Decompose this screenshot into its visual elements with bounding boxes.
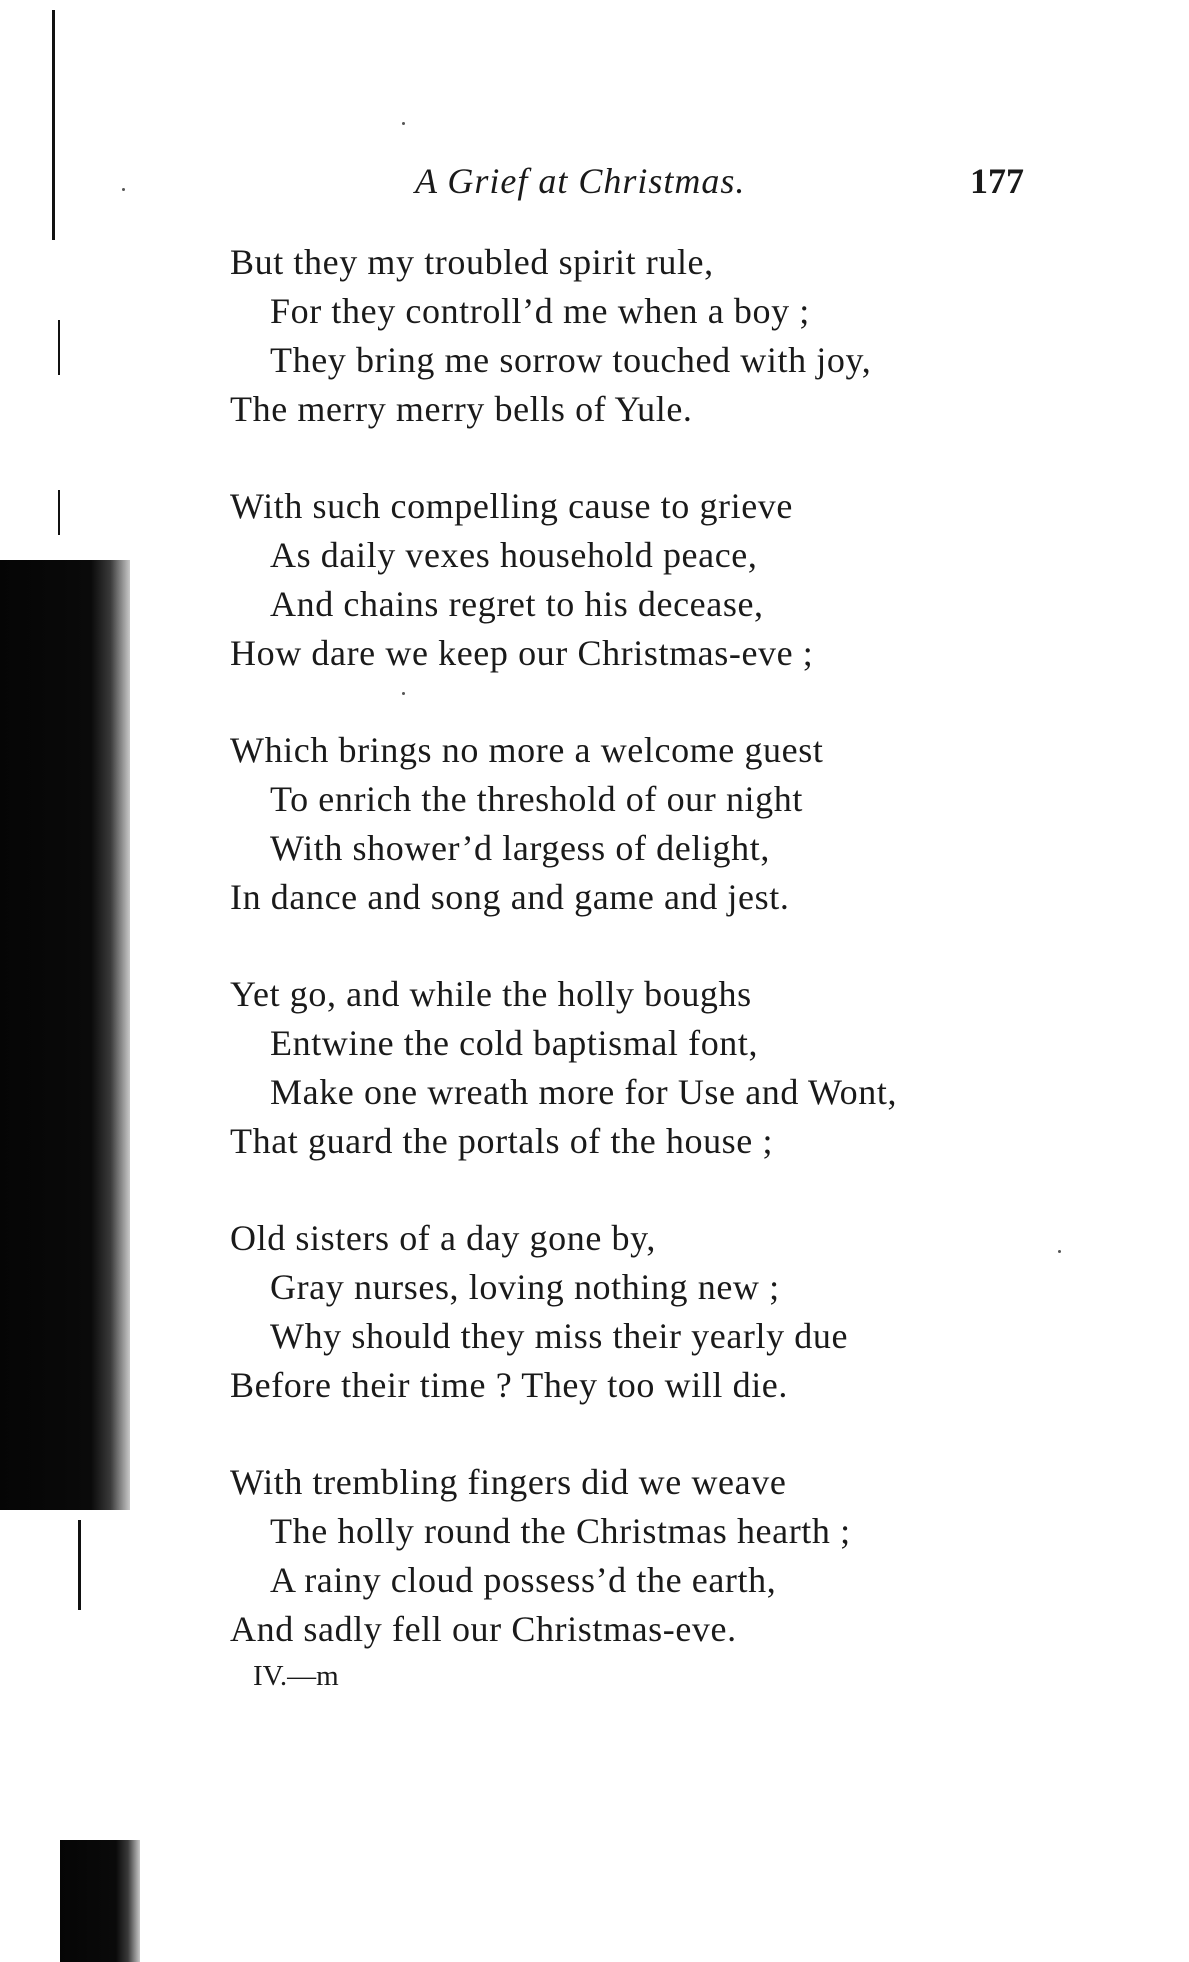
stanza-5 [230,1214,1110,1410]
running-head-title: A Grief at Christmas. [415,161,746,201]
poem-line: Why should they miss their yearly due [270,1316,849,1356]
poem-line: Which brings no more a welcome guest [230,730,824,770]
poem-line: Yet go, and while the holly boughs [230,974,752,1014]
running-head [0,160,1189,210]
scan-edge-line-mid2 [58,490,60,535]
stanza-1 [230,238,1110,434]
poem-line: To enrich the threshold of our night [270,779,803,819]
poem-line: They bring me sorrow touched with joy, [270,340,872,380]
poem-line: For they controll’d me when a boy ; [270,291,810,331]
poem-line: Entwine the cold baptismal font, [270,1023,759,1063]
scan-speck [402,122,405,125]
poem-line: Gray nurses, loving nothing new ; [270,1267,780,1307]
poem-line: How dare we keep our Christmas-eve ; [230,633,814,673]
poem-line: With such compelling cause to grieve [230,486,793,526]
poem-line: In dance and song and game and jest. [230,877,790,917]
scan-edge-line-mid [58,320,60,375]
page-number: 177 [970,161,1024,201]
poem-line: Make one wreath more for Use and Wont, [270,1072,898,1112]
poem-line: The holly round the Christmas hearth ; [270,1511,851,1551]
poem-line: A rainy cloud possess’d the earth, [270,1560,777,1600]
poem-line: As daily vexes household peace, [270,535,758,575]
scan-gutter-shadow-bottom [60,1840,140,1962]
scan-edge-line-low [78,1520,81,1610]
stanza-3 [230,726,1110,922]
poem-line: But they my troubled spirit rule, [230,242,714,282]
poem-line: That guard the portals of the house ; [230,1121,774,1161]
poem-line: Old sisters of a day gone by, [230,1218,656,1258]
poem-line: Before their time ? They too will die. [230,1365,788,1405]
poem-line: With shower’d largess of delight, [270,828,770,868]
poem [230,238,1110,1702]
signature-mark: IV.—m [253,1660,339,1692]
stanza-2 [230,482,1110,678]
poem-line: And sadly fell our Christmas-eve. [230,1609,737,1649]
poem-line: And chains regret to his decease, [270,584,764,624]
scan-gutter-shadow [0,560,130,1510]
stanza-4 [230,970,1110,1166]
poem-line: With trembling fingers did we weave [230,1462,787,1502]
poem-line: The merry merry bells of Yule. [230,389,693,429]
stanza-6 [230,1458,1110,1654]
